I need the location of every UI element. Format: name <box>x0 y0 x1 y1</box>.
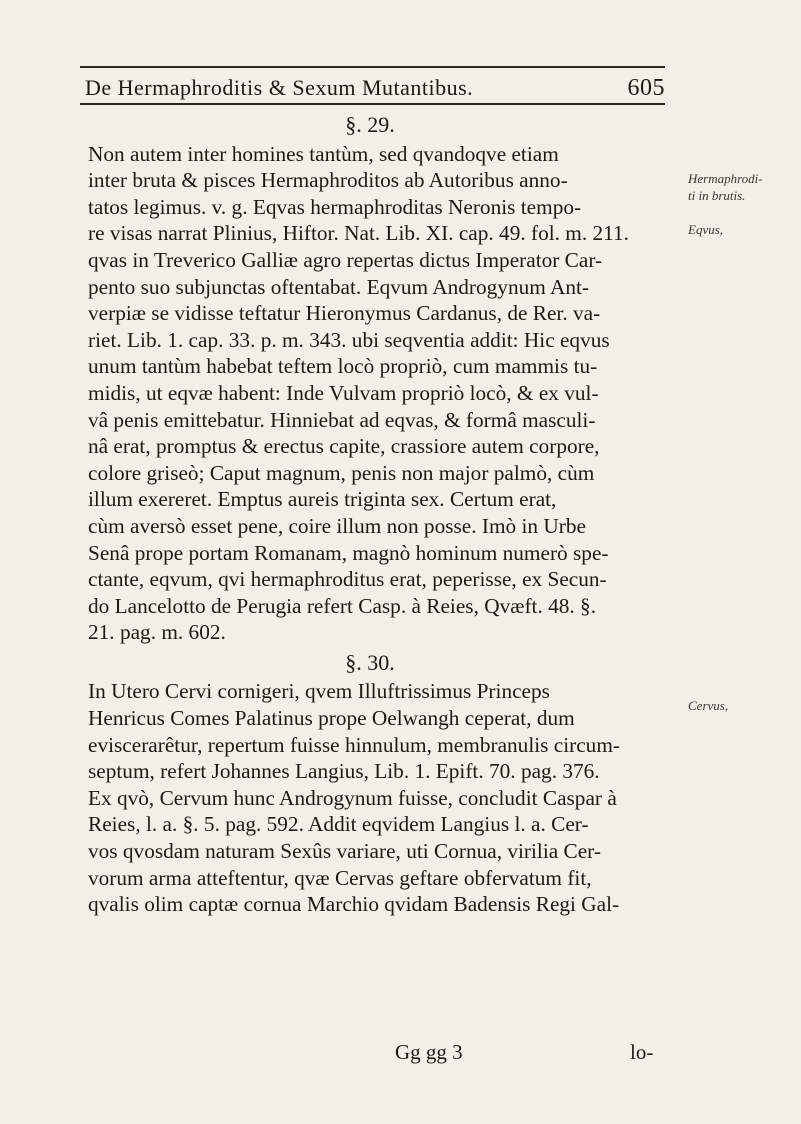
running-head-title: De Hermaphroditis & Sexum Mutantibus. <box>85 75 474 100</box>
catchword: lo- <box>630 1040 654 1064</box>
text-line: cùm aversò esset pene, coire illum non posse. Imò in Urbe <box>88 513 586 538</box>
text-line: septum, refert Johannes Langius, Lib. 1. Epift. 70. pag. 376. <box>88 759 600 784</box>
margin-note: Cervus, <box>688 698 729 713</box>
text-line: Senâ prope portam Romanam, magnò hominum numerò spe- <box>88 540 609 565</box>
section-number: §. 30. <box>345 649 395 675</box>
text-line: riet. Lib. 1. cap. 33. p. m. 343. ubi seqventia addit: Hic eqvus <box>88 327 610 352</box>
paragraph <box>60 141 680 646</box>
header-rule-top <box>80 66 665 68</box>
text-line: pento suo subjunctas oftentabat. Eqvum Androgynum Ant- <box>88 274 590 299</box>
running-head <box>85 73 665 103</box>
text-line: illum exereret. Emptus aureis triginta sex. Certum erat, <box>88 487 557 512</box>
text-line: tatos legimus. v. g. Eqvas hermaphroditas Neronis tempo- <box>88 194 582 219</box>
text-line: Henricus Comes Palatinus prope Oelwangh ceperat, dum <box>88 706 575 731</box>
text-line: Reies, l. a. §. 5. pag. 592. Addit eqvidem Langius l. a. Cer- <box>88 812 589 837</box>
text-line: re visas narrat Plinius, Hiftor. Nat. Lib. XI. cap. 49. fol. m. 211. <box>88 221 630 246</box>
header-rule-bottom <box>80 103 665 105</box>
text-line: vorum arma atteftentur, qvæ Cervas geftare obfervatum fit, <box>88 865 592 890</box>
page-footer <box>0 1040 801 1068</box>
text-line: Non autem inter homines tantùm, sed qvandoqve etiam <box>88 141 559 166</box>
margin-notes <box>688 0 801 1124</box>
margin-note: ti in brutis. <box>688 188 746 203</box>
text-line: qvalis olim captæ cornua Marchio qvidam Badensis Regi Gal- <box>88 892 620 917</box>
text-line: ctante, eqvum, qvi hermaphroditus erat, peperisse, ex Secun- <box>88 567 607 592</box>
page-number: 605 <box>627 75 665 101</box>
text-line: unum tantùm habebat teftem locò propriò, cum mammis tu- <box>88 354 598 379</box>
text-line: inter bruta & pisces Hermaphroditos ab Autoribus anno- <box>88 168 568 193</box>
text-line: midis, ut eqvæ habent: Inde Vulvam propriò locò, & ex vul- <box>88 380 599 405</box>
text-line: vâ penis emittebatur. Hinniebat ad eqvas, & formâ masculi- <box>88 407 596 432</box>
text-line: In Utero Cervi cornigeri, qvem Illuftrissimus Princeps <box>88 679 550 704</box>
text-line: qvas in Treverico Galliæ agro repertas dictus Imperator Car- <box>88 247 603 272</box>
text-line: verpiæ se vidisse teftatur Hieronymus Cardanus, de Rer. va- <box>88 301 601 326</box>
margin-note: Eqvus, <box>688 222 724 237</box>
text-line: Ex qvò, Cervum hunc Androgynum fuisse, concludit Caspar à <box>88 785 617 810</box>
body-text <box>60 112 680 918</box>
text-line: nâ erat, promptus & erectus capite, crassiore autem corpore, <box>88 434 600 459</box>
text-line: do Lancelotto de Perugia refert Casp. à Reies, Qvæft. 48. §. <box>88 593 597 618</box>
signature-mark: Gg gg 3 <box>395 1040 463 1064</box>
paragraph <box>60 678 680 917</box>
text-line: colore griseò; Caput magnum, penis non major palmò, cùm <box>88 460 595 485</box>
text-line: vos qvosdam naturam Sexûs variare, uti Cornua, virilia Cer- <box>88 839 601 864</box>
margin-note: Hermaphrodi- <box>688 171 763 186</box>
text-line: 21. pag. m. 602. <box>88 620 226 645</box>
text-line: eviscerarêtur, repertum fuisse hinnulum, membranulis circum- <box>88 732 620 757</box>
section-number: §. 29. <box>345 112 395 137</box>
